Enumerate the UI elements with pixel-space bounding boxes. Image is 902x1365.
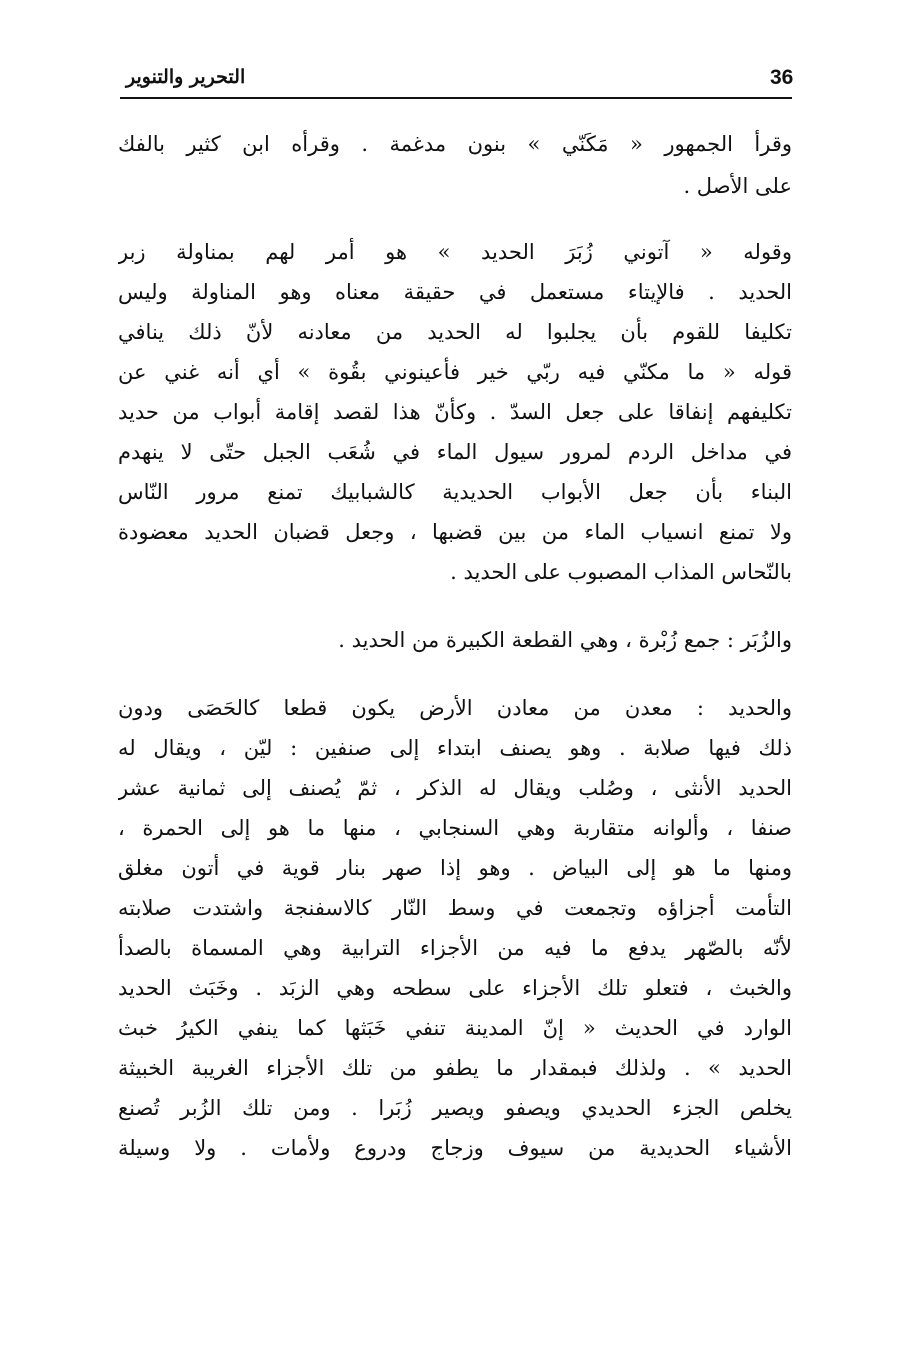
text-line: بالنّحاس المذاب المصبوب على الحديد . (450, 560, 792, 584)
text-line: ذلك فيها صلابة . وهو يصنف ابتداء إلى صنفين : ليّن ، ويقال له (118, 736, 792, 760)
text-line: الحديد » . ولذلك فبمقدار ما يطفو من تلك الأجزاء الغريبة الخبيثة (118, 1056, 792, 1080)
text-line: الوارد في الحديث « إنّ المدينة تنفي خَبَثها كما ينفي الكيرُ خبث (118, 1016, 792, 1040)
book-title: التحرير والتنوير (126, 66, 246, 88)
running-header (120, 62, 792, 98)
text-line: لأنّه بالصّهر يدفع ما فيه من الأجزاء الترابية وهي المسماة بالصدأ (118, 936, 792, 960)
text-line: التأمت أجزاؤه وتجمعت في وسط النّار كالاسفنجة واشتدت صلابته (118, 896, 792, 920)
text-line: والخبث ، فتعلو تلك الأجزاء على سطحه وهي الزبَد . وخَبَث الحديد (118, 976, 792, 1000)
text-line: يخلص الجزء الحديدي ويصفو ويصير زُبَرا . ومن تلك الزُبر تُصنع (118, 1096, 792, 1120)
text-line: الأشياء الحديدية من سيوف وزجاج ودروع ولأمات . ولا وسيلة (118, 1136, 792, 1160)
text-line: ولا تمنع انسياب الماء من بين قضبها ، وجعل قضبان الحديد معضودة (118, 520, 792, 544)
text-line: الحديد . فالإيتاء مستعمل في حقيقة معناه وهو المناولة وليس (118, 280, 792, 304)
text-line: على الأصل . (683, 174, 792, 198)
text-line: تكليفا للقوم بأن يجلبوا له الحديد من معادنه لأنّ ذلك ينافي (118, 320, 792, 344)
text-line: والزُبَر : جمع زُبْرة ، وهي القطعة الكبيرة من الحديد . (338, 628, 792, 652)
text-line: صنفا ، وألوانه متقاربة وهي السنجابي ، منها ما هو إلى الحمرة ، (118, 816, 792, 840)
text-line: البناء بأن جعل الأبواب الحديدية كالشبابيك تمنع مرور النّاس (118, 480, 792, 504)
header-divider (120, 97, 792, 99)
text-line: ومنها ما هو إلى البياض . وهو إذا صهر بنار قوية في أتون مغلق (118, 856, 792, 880)
text-line: الحديد الأنثى ، وصُلب ويقال له الذكر ، ثمّ يُصنف إلى ثمانية عشر (118, 776, 792, 800)
text-line: وقوله « آتوني زُبَرَ الحديد » هو أمر لهم بمناولة زبر (118, 240, 792, 264)
text-line: قوله « ما مكنّي فيه ربّي خير فأعينوني بقُوة » أي أنه غني عن (118, 360, 792, 384)
page-number: 36 (770, 66, 794, 89)
text-line: وقرأ الجمهور « مَكَنّي » بنون مدغمة . وقرأه ابن كثير بالفك (118, 132, 792, 156)
text-line: في مداخل الردم لمرور سيول الماء في شُعَب الجبل حتّى لا ينهدم (118, 440, 792, 464)
text-line: تكليفهم إنفاقا على جعل السدّ . وكأنّ هذا لقصد إقامة أبواب من حديد (118, 400, 792, 424)
text-line: والحديد : معدن من معادن الأرض يكون قطعا كالحَصَى ودون (118, 696, 792, 720)
